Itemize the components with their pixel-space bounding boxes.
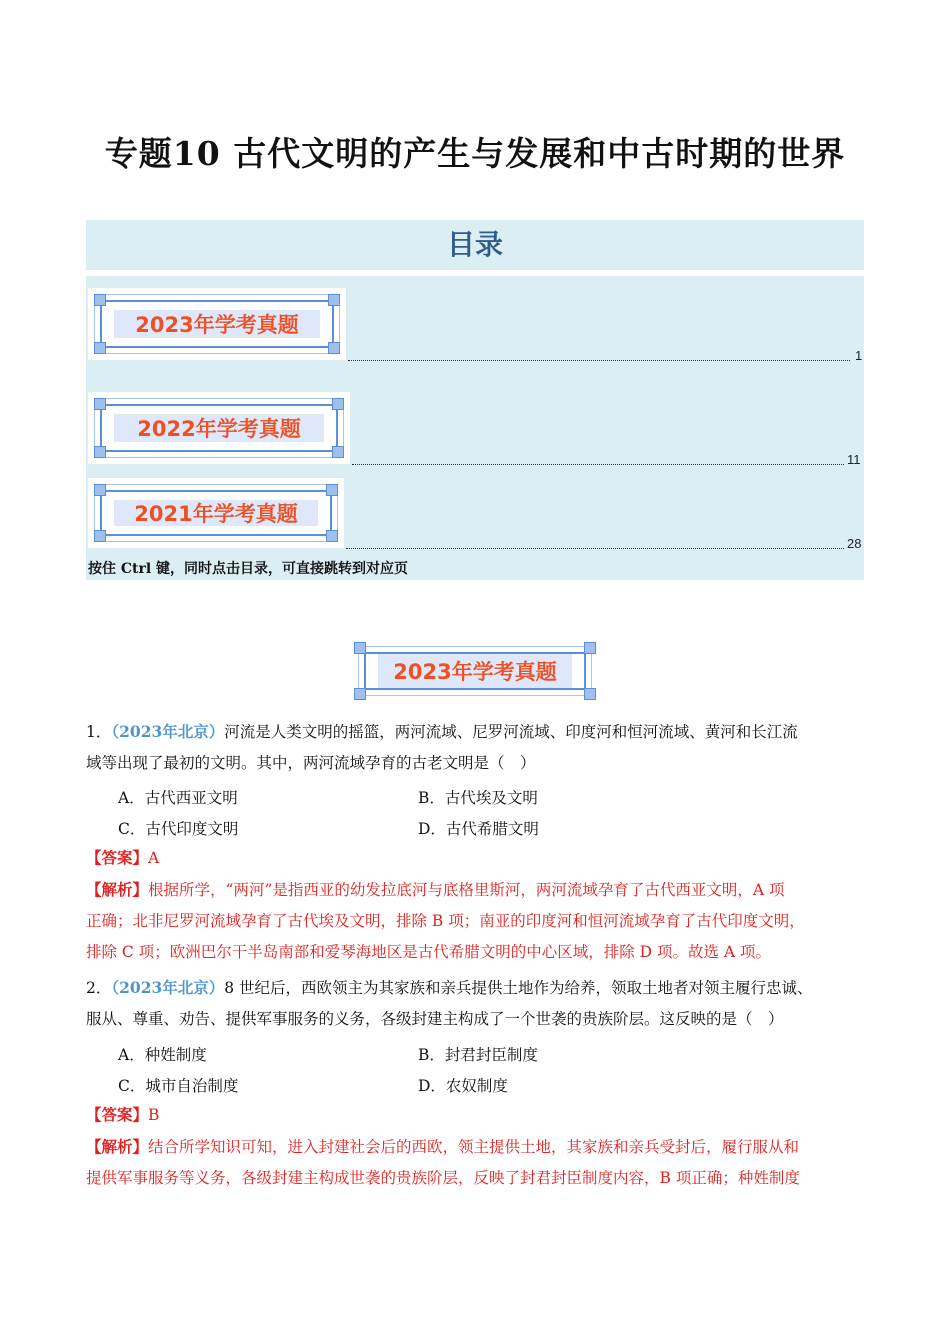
question-2-analysis — [86, 1131, 866, 1194]
question-source: （2023年北京） — [111, 722, 225, 741]
analysis-tag: 【解析】 — [86, 880, 149, 899]
question-2-option-b: B．封君封臣制度 — [418, 1046, 538, 1064]
toc-entry-2022[interactable] — [88, 392, 350, 464]
corner-ornament-icon — [332, 446, 344, 458]
question-2-option-d: D．农奴制度 — [418, 1077, 508, 1095]
question-1-option-a: A．古代西亚文明 — [118, 789, 238, 807]
question-1-stem — [86, 716, 866, 779]
analysis-text: 根据所学，“两河”是指西亚的幼发拉底河与底格里斯河，两河流域孕育了古代西亚文明，A 项 — [148, 881, 785, 899]
document-title: 专题10 古代文明的产生与发展和中古时期的世界 — [104, 134, 846, 173]
corner-ornament-icon — [332, 398, 344, 410]
analysis-text: 提供军事服务等义务，各级封建主构成世袭的贵族阶层，反映了封君封臣制度内容，B 项正确；种姓制度 — [86, 1169, 800, 1187]
question-1-option-b: B．古代埃及文明 — [418, 789, 538, 807]
question-stem-text: 8 世纪后，西欧领主为其家族和亲兵提供土地作为给养，领取土地者对领主履行忠诚、 — [224, 979, 813, 997]
corner-ornament-icon — [354, 688, 366, 700]
corner-ornament-icon — [584, 642, 596, 654]
corner-ornament-icon — [94, 342, 106, 354]
analysis-text: 结合所学知识可知，进入封建社会后的西欧，领主提供土地，其家族和亲兵受封后，履行服从和 — [148, 1138, 800, 1156]
question-2-stem — [86, 972, 866, 1035]
corner-ornament-icon — [94, 530, 106, 542]
toc-leader-dots — [352, 464, 844, 465]
question-stem-text: 河流是人类文明的摇篮，两河流域、尼罗河流域、印度河和恒河流域、黄河和长江流 — [224, 723, 798, 741]
analysis-tag: 【解析】 — [86, 1137, 149, 1156]
toc-entry-label: 2022年学考真题 — [114, 414, 324, 442]
corner-ornament-icon — [326, 484, 338, 496]
toc-entry-label: 2023年学考真题 — [114, 310, 320, 338]
question-1-option-c: C．古代印度文明 — [118, 820, 239, 838]
toc-page-number: 1 — [855, 348, 863, 363]
toc-page-number: 28 — [847, 536, 862, 551]
analysis-text: 排除 C 项；欧洲巴尔干半岛南部和爱琴海地区是古代希腊文明的中心区域，排除 D 项。故选 A 项。 — [86, 943, 772, 961]
question-source: （2023年北京） — [111, 978, 225, 997]
corner-ornament-icon — [94, 446, 106, 458]
corner-ornament-icon — [94, 294, 106, 306]
corner-ornament-icon — [584, 688, 596, 700]
section-banner-label: 2023年学考真题 — [378, 654, 572, 688]
answer-value: A — [148, 849, 160, 867]
toc-page-number: 11 — [847, 452, 861, 467]
question-stem-text: 服从、尊重、劝告、提供军事服务的义务，各级封建主构成了一个世袭的贵族阶层。这反映的是（ ） — [86, 1010, 784, 1028]
corner-ornament-icon — [326, 530, 338, 542]
answer-tag: 【答案】 — [86, 1105, 149, 1124]
question-stem-text: 域等出现了最初的文明。其中，两河流域孕育的古老文明是（ ） — [86, 754, 536, 772]
corner-ornament-icon — [328, 294, 340, 306]
toc-hint: 按住 Ctrl 键，同时点击目录，可直接跳转到对应页 — [88, 561, 409, 577]
corner-ornament-icon — [354, 642, 366, 654]
question-1-option-d: D．古代希腊文明 — [418, 820, 539, 838]
question-2-answer — [86, 1099, 866, 1131]
toc-entry-2023[interactable] — [88, 288, 346, 360]
question-2-option-a: A．种姓制度 — [118, 1046, 207, 1064]
question-2-option-c: C．城市自治制度 — [118, 1077, 239, 1095]
question-1-analysis — [86, 874, 866, 968]
analysis-text: 正确；北非尼罗河流域孕育了古代埃及文明，排除 B 项；南亚的印度河和恒河流域孕育了古代印度文明， — [86, 912, 805, 930]
toc-leader-dots — [346, 548, 844, 549]
toc-entry-2021[interactable] — [88, 478, 344, 548]
corner-ornament-icon — [328, 342, 340, 354]
question-number: 2． — [86, 979, 112, 997]
section-banner-2023 — [352, 640, 598, 702]
toc-leader-dots — [348, 360, 850, 361]
toc-heading: 目录 — [86, 220, 864, 270]
corner-ornament-icon — [94, 398, 106, 410]
question-1-answer — [86, 842, 866, 874]
answer-value: B — [148, 1106, 160, 1124]
toc-entry-label: 2021年学考真题 — [114, 500, 318, 526]
answer-tag: 【答案】 — [86, 848, 149, 867]
question-number: 1． — [86, 723, 112, 741]
corner-ornament-icon — [94, 484, 106, 496]
